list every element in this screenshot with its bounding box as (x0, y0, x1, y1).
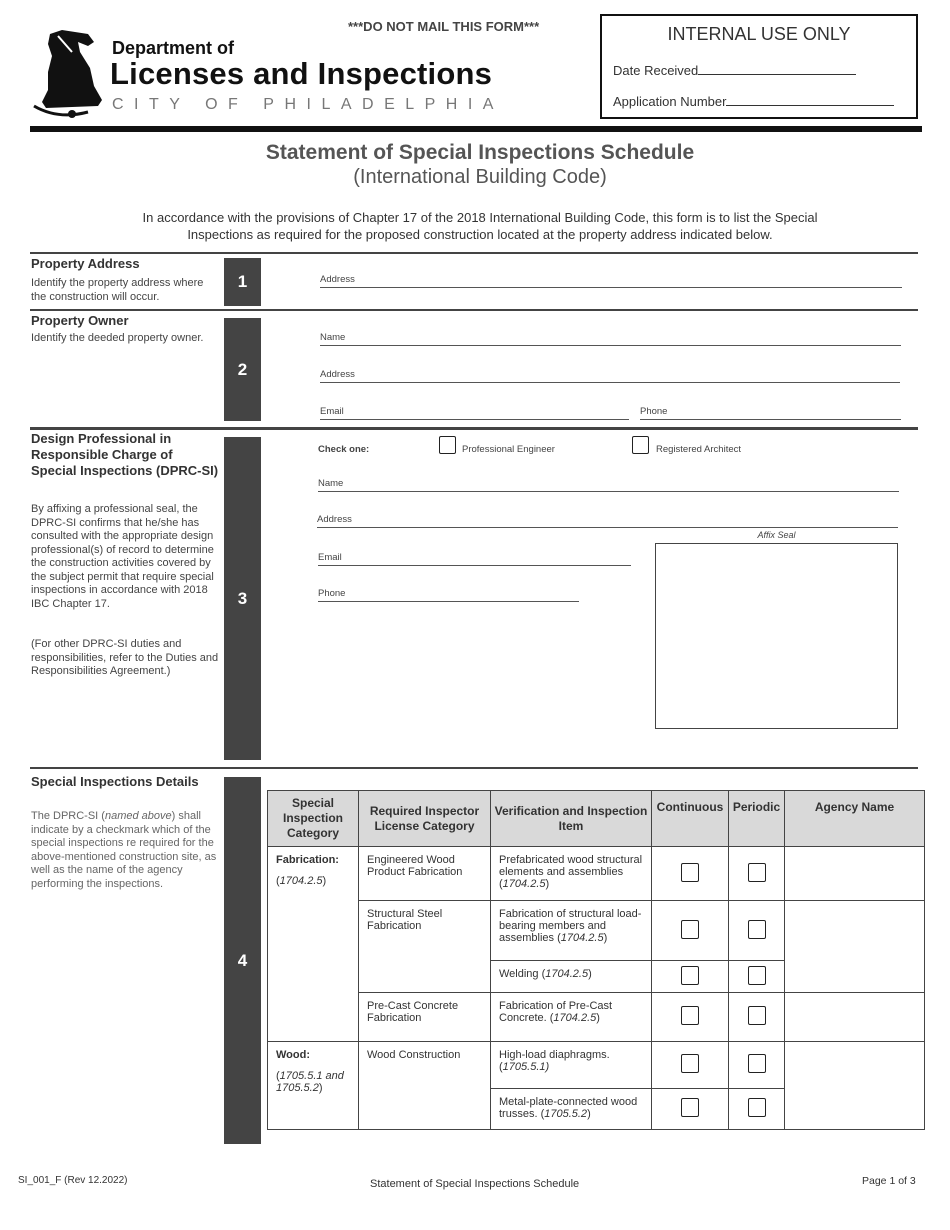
check-one-label: Check one: (318, 444, 370, 455)
periodic-checkbox[interactable] (748, 1054, 766, 1073)
periodic-cell (729, 901, 785, 961)
license-cell: Structural Steel Fabrication (359, 901, 491, 993)
col-continuous-header: Continuous (652, 791, 729, 847)
item-cell: Metal-plate-connected wood trusses. (1705.5.2) (491, 1089, 652, 1130)
page-title: Statement of Special Inspections Schedule (265, 141, 695, 164)
license-cell: Wood Construction (359, 1042, 491, 1130)
periodic-cell (729, 993, 785, 1042)
license-cell: Pre-Cast Concrete Fabrication (359, 993, 491, 1042)
agency-name-cell[interactable] (785, 1042, 925, 1130)
agency-name-cell[interactable] (785, 993, 925, 1042)
section-divider (30, 767, 918, 769)
item-text: Metal-plate-connected wood trusses. ( (499, 1096, 638, 1120)
section-number-4: 4 (224, 777, 261, 1144)
section-divider (30, 427, 918, 430)
department-label: Department of (112, 38, 235, 58)
periodic-cell (729, 847, 785, 901)
department-name: Licenses and Inspections (110, 56, 493, 91)
item-text: Prefabricated wood structural elements and assemblies ( (499, 854, 643, 890)
table-row (268, 901, 925, 961)
dprc-name-field[interactable]: Name (318, 478, 899, 492)
internal-use-box (600, 14, 918, 119)
desc-italic: named above (104, 810, 172, 822)
continuous-cell (652, 961, 729, 993)
continuous-checkbox[interactable] (681, 1054, 699, 1073)
property-owner-desc: Identify the deeded property owner. (31, 332, 204, 344)
dprc-address-field[interactable]: Address (317, 514, 898, 528)
registered-architect-checkbox[interactable] (632, 436, 649, 454)
desc-part: The DPRC-SI ( (31, 810, 105, 822)
dprc-si-desc: By affixing a professional seal, the DPRC-SI confirms that he/she has consulted with the appropriate design professional(s) of record to determine the construction activities covered by the subject permit that require special inspections in accordance with 2018 IBC Chapter 17. (31, 503, 214, 610)
special-inspections-title: Special Inspections Details (31, 774, 199, 789)
periodic-checkbox[interactable] (748, 1006, 766, 1025)
col-periodic-header: Periodic (729, 791, 785, 847)
city-label: CITY OF PHILADELPHIA (112, 96, 504, 113)
owner-phone-field[interactable]: Phone (640, 406, 901, 420)
item-text: Welding ( (499, 968, 546, 980)
application-number-label: Application Number (613, 94, 727, 109)
seal-box[interactable] (655, 543, 898, 729)
owner-address-field[interactable]: Address (320, 369, 900, 383)
section-number-3: 3 (224, 437, 261, 760)
ref-text: 1704.2.5 (502, 878, 546, 890)
item-cell: Fabrication of Pre-Cast Concrete. (1704.2.5) (491, 993, 652, 1042)
special-inspections-desc (31, 810, 217, 891)
section-number-2: 2 (224, 318, 261, 421)
periodic-cell (729, 1042, 785, 1089)
ref-text: 1704.2.5 (545, 968, 589, 980)
item-cell (491, 1042, 652, 1089)
ref-text: 1704.2.5 (279, 875, 323, 887)
dprc-phone-field[interactable]: Phone (318, 588, 579, 602)
date-received-field[interactable] (698, 62, 856, 75)
table-row (268, 993, 925, 1042)
col-agency-header: Agency Name (785, 791, 925, 847)
wood-category: Wood: (276, 1049, 311, 1061)
desc-part: ) shall indicate by a checkmark which of the special inspections re required for the above-mentioned construction site, as well as the name of the agency performing the inspections. (31, 810, 217, 890)
agency-name-cell[interactable] (785, 847, 925, 901)
form-id: SI_001_F (Rev 12.2022) (18, 1175, 128, 1186)
property-address-title: Property Address (31, 256, 140, 271)
date-received-row (613, 62, 856, 78)
col-category-header: Special Inspection Category (268, 791, 359, 847)
periodic-cell (729, 961, 785, 993)
application-number-field[interactable] (726, 93, 894, 106)
continuous-checkbox[interactable] (681, 863, 699, 882)
owner-email-field[interactable]: Email (320, 406, 629, 420)
footer-title: Statement of Special Inspections Schedule (370, 1178, 580, 1190)
continuous-checkbox[interactable] (681, 1006, 699, 1025)
ref-text: 1704.2.5 (560, 932, 604, 944)
section-number-1: 1 (224, 258, 261, 306)
col-item-header: Verification and Inspection Item (491, 791, 652, 847)
table-row (268, 847, 925, 901)
application-number-row (613, 93, 894, 109)
property-owner-title: Property Owner (31, 313, 129, 328)
fabrication-category-cell (268, 847, 359, 1042)
col-license-header: Required Inspector License Category (359, 791, 491, 847)
fabrication-category: Fabrication: (276, 854, 339, 866)
ref-text: 1704.2.5 (553, 1012, 597, 1024)
internal-use-title: INTERNAL USE ONLY (667, 24, 851, 44)
continuous-checkbox[interactable] (681, 966, 699, 985)
date-received-label: Date Received (613, 63, 699, 78)
periodic-checkbox[interactable] (748, 863, 766, 882)
periodic-checkbox[interactable] (748, 920, 766, 939)
section-divider (30, 309, 918, 311)
professional-engineer-checkbox[interactable] (439, 436, 456, 454)
ref-text: 1705.5.1) (502, 1061, 550, 1073)
continuous-checkbox[interactable] (681, 1098, 699, 1117)
item-text: High-load diaphragms. ( (499, 1049, 610, 1073)
section-divider (30, 252, 918, 254)
special-inspections-table (267, 790, 925, 1130)
fabrication-ref: (1704.2.5) (276, 875, 327, 887)
continuous-cell (652, 847, 729, 901)
continuous-cell (652, 901, 729, 961)
item-cell: Welding (1704.2.5) (491, 961, 652, 993)
periodic-checkbox[interactable] (748, 1098, 766, 1117)
affix-seal-label: Affix Seal (757, 530, 796, 540)
page-subtitle: (International Building Code) (353, 166, 607, 188)
do-not-mail-notice: ***DO NOT MAIL THIS FORM*** (348, 19, 540, 34)
license-cell: Engineered Wood Product Fabrication (359, 847, 491, 901)
continuous-checkbox[interactable] (681, 920, 699, 939)
ref-text: 1705.5.2 (544, 1108, 588, 1120)
professional-engineer-label: Professional Engineer (462, 444, 555, 455)
table-row (268, 1042, 925, 1089)
continuous-cell (652, 1042, 729, 1089)
header-divider (30, 126, 922, 132)
intro-text: In accordance with the provisions of Chapter 17 of the 2018 International Building Code, this form is to list the Special Inspections as required for the proposed construction located at the property address indicated below. (142, 210, 818, 242)
item-cell: Prefabricated wood structural elements and assemblies (1704.2.5) (491, 847, 652, 901)
item-text: Fabrication of structural load-bearing members and assemblies ( (499, 908, 642, 944)
owner-name-field[interactable]: Name (320, 332, 901, 346)
property-address-desc: Identify the property address where the construction will occur. (31, 277, 204, 303)
ref-text: 1705.5.1 and 1705.5.2 (276, 1070, 344, 1094)
dprc-email-field[interactable]: Email (318, 552, 631, 566)
dprc-si-note: (For other DPRC-SI duties and responsibilities, refer to the Duties and Responsibilities Agreement.) (31, 638, 219, 677)
registered-architect-label: Registered Architect (656, 444, 742, 455)
liberty-bell-logo (28, 28, 108, 120)
item-text: Fabrication of Pre-Cast Concrete. ( (499, 1000, 613, 1024)
property-address-field[interactable]: Address (320, 274, 902, 288)
page-number: Page 1 of 3 (862, 1175, 916, 1187)
wood-ref: (1705.5.1 and 1705.5.2) (276, 1070, 344, 1094)
periodic-cell (729, 1089, 785, 1130)
continuous-cell (652, 993, 729, 1042)
wood-category-cell (268, 1042, 359, 1130)
periodic-checkbox[interactable] (748, 966, 766, 985)
continuous-cell (652, 1089, 729, 1130)
item-cell: Fabrication of structural load-bearing members and assemblies (1704.2.5) (491, 901, 652, 961)
dprc-si-title: Design Professional in Responsible Charge of Special Inspections (DPRC-SI) (31, 431, 219, 478)
agency-name-cell[interactable] (785, 901, 925, 993)
